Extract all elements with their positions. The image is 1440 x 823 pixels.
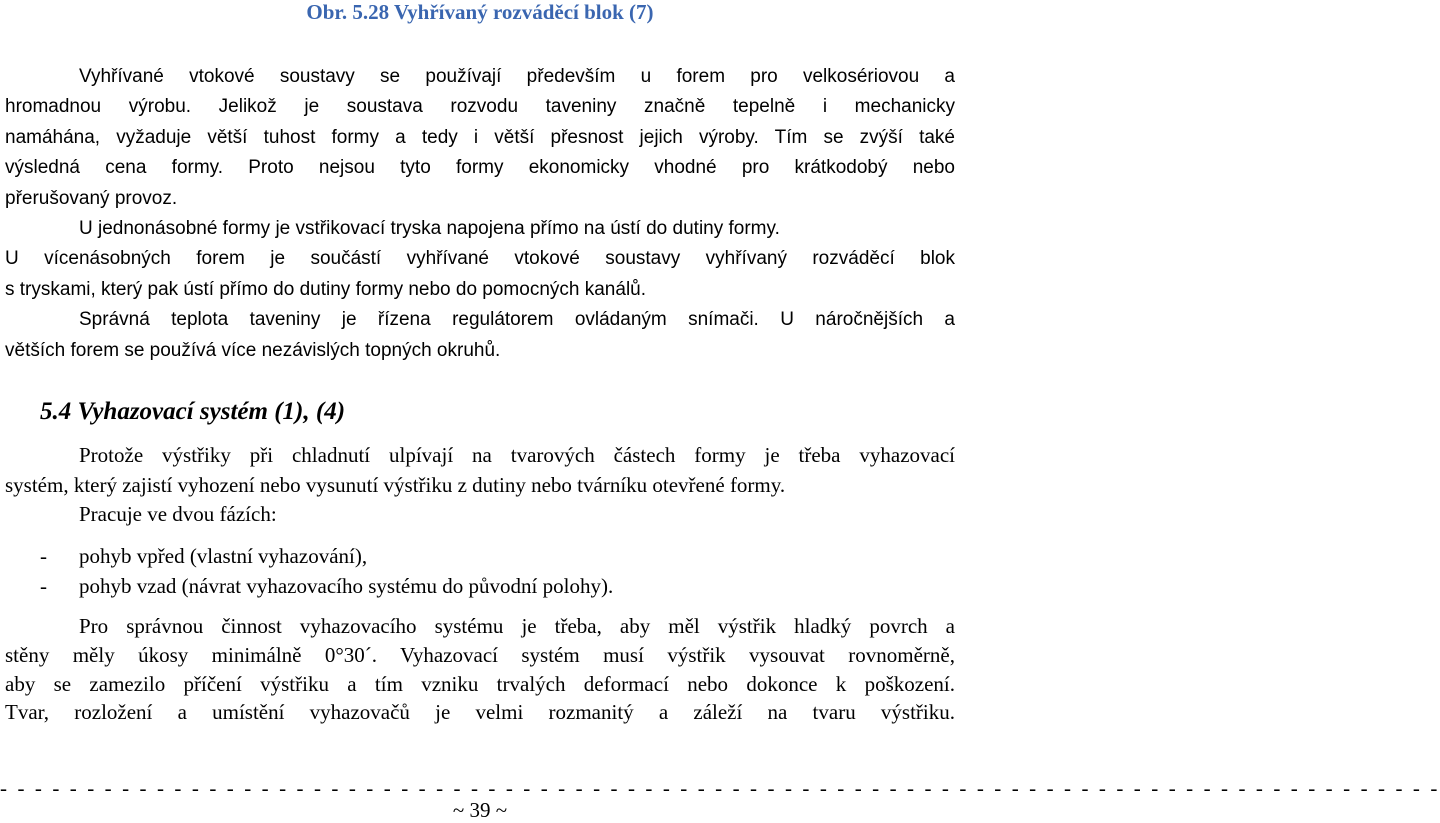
text-line: přerušovaný provoz.: [5, 187, 178, 209]
text-line: stěny měly úkosy minimálně 0°30´. Vyhazovací systém musí výstřik vysouvat rovnoměrně,: [5, 642, 955, 667]
page-number: ~ 39 ~: [452, 798, 508, 822]
footer-separator: - - - - - - - - - - - - - - - - - - - - - - - - - - - - - - - - - - - - - - - - - - - - - - - - - - - - - - - - - - - - - - - - - - - - - - - - - - - - - - - - - - -: [0, 776, 1440, 800]
text-line: namáhána, vyžaduje větší tuhost formy a tedy i větší přesnost jejich výroby. Tím se zvýší také: [5, 126, 955, 148]
list-item-text: pohyb vzad (návrat vyhazovacího systému do původní polohy).: [79, 573, 614, 598]
text-line: U vícenásobných forem je součástí vyhřívané vtokové soustavy vyhřívaný rozváděcí blok: [5, 248, 955, 270]
text-line: U jednonásobné formy je vstřikovací tryska napojena přímo na ústí do dutiny formy.: [79, 218, 780, 240]
phase-list: [5, 542, 613, 601]
text-line: aby se zamezilo příčení výstřiku a tím vzniku trvalých deformací nebo dokonce k poškození.: [5, 671, 955, 696]
text-line: Pracuje ve dvou fázích:: [79, 502, 277, 526]
text-line: větších forem se používá více nezávislých topných okruhů.: [5, 339, 501, 361]
text-line: Správná teplota taveniny je řízena regulátorem ovládaným snímači. U náročnějších a: [79, 309, 955, 331]
text-line: Protože výstřiky při chladnutí ulpívají na tvarových částech formy je třeba vyhazovací: [79, 443, 955, 467]
text-line: hromadnou výrobu. Jelikož je soustava rozvodu taveniny značně tepelně i mechanicky: [5, 96, 955, 118]
list-item-text: pohyb vpřed (vlastní vyhazování),: [79, 544, 368, 568]
text-line: s tryskami, který pak ústí přímo do dutiny formy nebo do pomocných kanálů.: [5, 278, 647, 300]
text-line: Pro správnou činnost vyhazovacího systému je třeba, aby měl výstřik hladký povrch a: [79, 614, 955, 638]
text-line: systém, který zajistí vyhození nebo vysunutí výstřiku z dutiny nebo tvárníku otevřené formy.: [5, 472, 786, 497]
paragraph-hot-runner: [5, 62, 955, 366]
paragraph-ejector-intro: [5, 441, 955, 530]
text-line: Tvar, rozložení a umístění vyhazovačů je velmi rozmanitý a záleží na tvaru výstřiku.: [5, 700, 955, 725]
list-item: [5, 542, 613, 572]
figure-caption: Obr. 5.28 Vyhřívaný rozváděcí blok (7): [306, 0, 654, 24]
list-marker: -: [40, 544, 47, 568]
paragraph-ejector-requirements: [5, 612, 955, 727]
text-line: Vyhřívané vtokové soustavy se používají především u forem pro velkosériovou a: [79, 66, 955, 87]
list-item: [5, 572, 613, 602]
text-line: výsledná cena formy. Proto nejsou tyto formy ekonomicky vhodné pro krátkodobý nebo: [5, 157, 955, 179]
section-heading: 5.4 Vyhazovací systém (1), (4): [40, 398, 346, 425]
list-marker: -: [40, 573, 47, 598]
